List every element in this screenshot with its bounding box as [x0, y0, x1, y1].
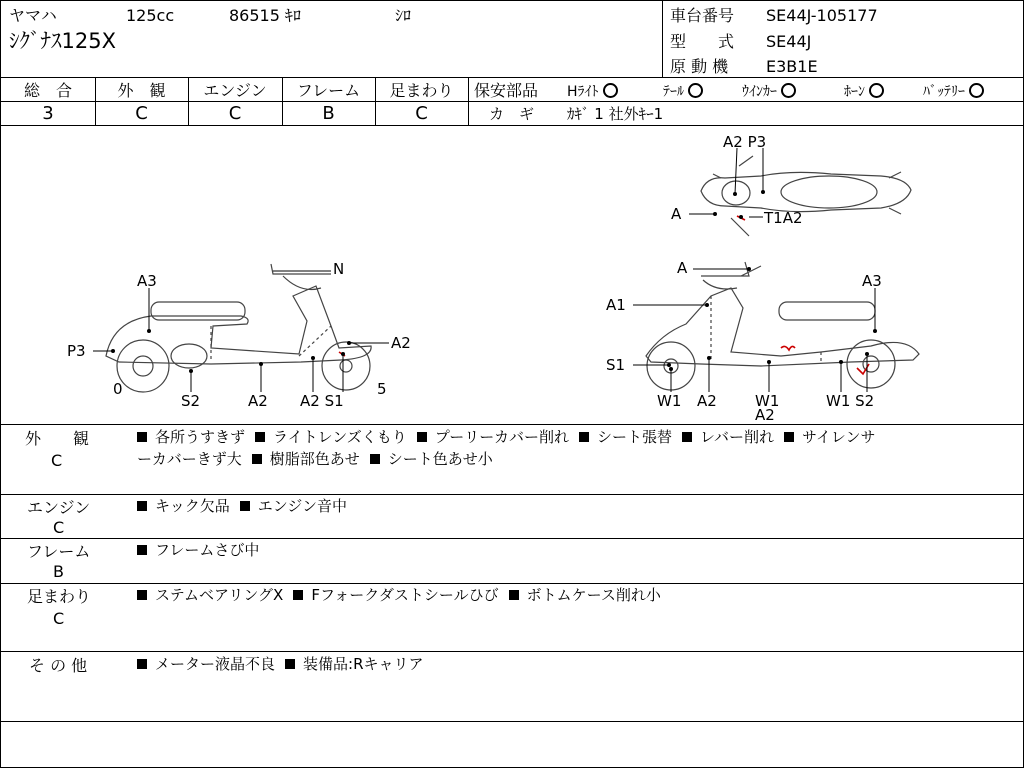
bullet-square-icon — [137, 545, 147, 555]
divider — [1, 424, 1023, 425]
engine-value: E3B1E — [766, 57, 818, 76]
section-label-exterior: 外 観 — [25, 429, 90, 448]
bullet-square-icon — [137, 590, 147, 600]
safety-item-horn: ﾎｰﾝ — [844, 83, 884, 99]
bullet-square-icon — [285, 659, 295, 669]
ok-circle-icon — [688, 83, 703, 98]
section-label-suspension: 足まわり — [27, 587, 92, 606]
mileage-label: 86515 ｷﾛ — [229, 6, 301, 25]
section-label-engine: エンジン — [27, 498, 91, 517]
diagram-label: S2 — [181, 392, 201, 410]
grade-header-engine: エンジン — [203, 81, 267, 100]
grade-header-frame: フレーム — [296, 81, 361, 100]
diagram-label: W1 — [755, 392, 780, 410]
ok-circle-icon — [781, 83, 796, 98]
bullet-square-icon — [370, 454, 380, 464]
grid-line — [1, 101, 1023, 102]
diagram-label: A2 S1 — [300, 392, 344, 410]
diagram-label: W1 S2 — [826, 392, 875, 410]
diagram-label: A2 P3 — [723, 133, 767, 151]
chassis-label: 車台番号 — [670, 6, 735, 25]
ok-circle-icon — [869, 83, 884, 98]
other-remarks: メーター液晶不良 装備品:Rキャリア — [137, 653, 434, 675]
grade-suspension: C — [415, 103, 428, 124]
grade-engine: C — [228, 103, 242, 124]
diagram-label: T1A2 — [764, 209, 803, 227]
key-value: ｶｷﾞ 1 社外ｷｰ1 — [567, 105, 664, 123]
divider — [1, 651, 1023, 652]
diagram-label: A2 — [697, 392, 717, 410]
bullet-square-icon — [137, 659, 147, 669]
diagram-label: A1 — [606, 296, 626, 314]
maker-label: ヤマハ — [9, 6, 57, 25]
diagram-label: A2 — [755, 406, 775, 424]
diagram-label: A3 — [862, 272, 882, 290]
key-label: カ ギ — [489, 105, 535, 123]
safety-item-headlight: Hﾗｲﾄ — [567, 83, 618, 99]
type-label: 型 式 — [670, 32, 735, 51]
bullet-square-icon — [417, 432, 427, 442]
suspension-remarks: ステムベアリングX Fフォークダストシールひび ボトムケース削れ小 — [137, 584, 671, 606]
section-grade-exterior: C — [51, 451, 63, 470]
bullet-square-icon — [137, 432, 147, 442]
diagram-label: W1 — [657, 392, 682, 410]
grade-overall: 3 — [42, 103, 54, 124]
color-label: ｼﾛ — [395, 6, 412, 25]
type-value: SE44J — [766, 32, 812, 51]
diagram-label: P3 — [67, 342, 86, 360]
section-grade-engine: C — [53, 518, 65, 537]
header-divider — [662, 1, 663, 77]
grade-header-overall: 総 合 — [23, 81, 72, 100]
section-label-other: そ の 他 — [29, 656, 88, 675]
exterior-remarks: 各所うすきず ライトレンズくもり プーリーカバー削れ シート張替 レバー削れ サイレンサ ーカバーきず大 樹脂部色あせ シート色あせ小 — [137, 428, 876, 468]
bullet-square-icon — [255, 432, 265, 442]
bullet-square-icon — [137, 501, 147, 511]
right-view-scooter — [646, 288, 919, 366]
grade-frame: B — [322, 103, 335, 124]
ok-circle-icon — [603, 83, 618, 98]
diagram-label: A — [671, 205, 682, 223]
diagram-label: A — [677, 259, 688, 277]
bullet-square-icon — [682, 432, 692, 442]
safety-item-winker: ｳｲﾝｶｰ — [742, 83, 796, 99]
grade-exterior: C — [135, 103, 148, 124]
safety-item-tail: ﾃｰﾙ — [663, 83, 703, 99]
bullet-square-icon — [240, 501, 250, 511]
engine-label: 原 動 機 — [670, 57, 729, 76]
section-grade-frame: B — [53, 562, 64, 581]
safety-item-battery: ﾊﾞｯﾃﾘｰ — [923, 83, 984, 99]
safety-label: 保安部品 — [474, 81, 539, 100]
diagram-label: A2 — [391, 334, 411, 352]
grade-header-suspension: 足まわり — [389, 81, 454, 100]
diagram-label: S1 — [606, 356, 626, 374]
section-label-frame: フレーム — [27, 542, 91, 561]
engine-remarks: キック欠品 エンジン音中 — [137, 495, 357, 517]
diagram-label: A2 — [248, 392, 268, 410]
divider — [1, 77, 1023, 78]
diagram-label: A3 — [137, 272, 157, 290]
model-name: ｼｸﾞﾅｽ125X — [9, 29, 116, 53]
diagram-label: 0 — [113, 380, 123, 398]
displacement-label: 125cc — [126, 6, 175, 25]
bullet-square-icon — [579, 432, 589, 442]
grade-header-exterior: 外 観 — [117, 81, 166, 100]
chassis-value: SE44J-105177 — [766, 6, 878, 25]
diagram-label: 5 — [377, 380, 387, 398]
bullet-square-icon — [252, 454, 262, 464]
frame-remarks: フレームさび中 — [137, 539, 269, 561]
bullet-square-icon — [293, 590, 303, 600]
damage-diagram — [1, 126, 1023, 424]
ok-circle-icon — [969, 83, 984, 98]
diagram-label: N — [333, 260, 345, 278]
bullet-square-icon — [784, 432, 794, 442]
divider — [1, 721, 1023, 722]
section-grade-suspension: C — [53, 609, 65, 628]
bullet-square-icon — [509, 590, 519, 600]
left-view-scooter — [106, 286, 371, 364]
